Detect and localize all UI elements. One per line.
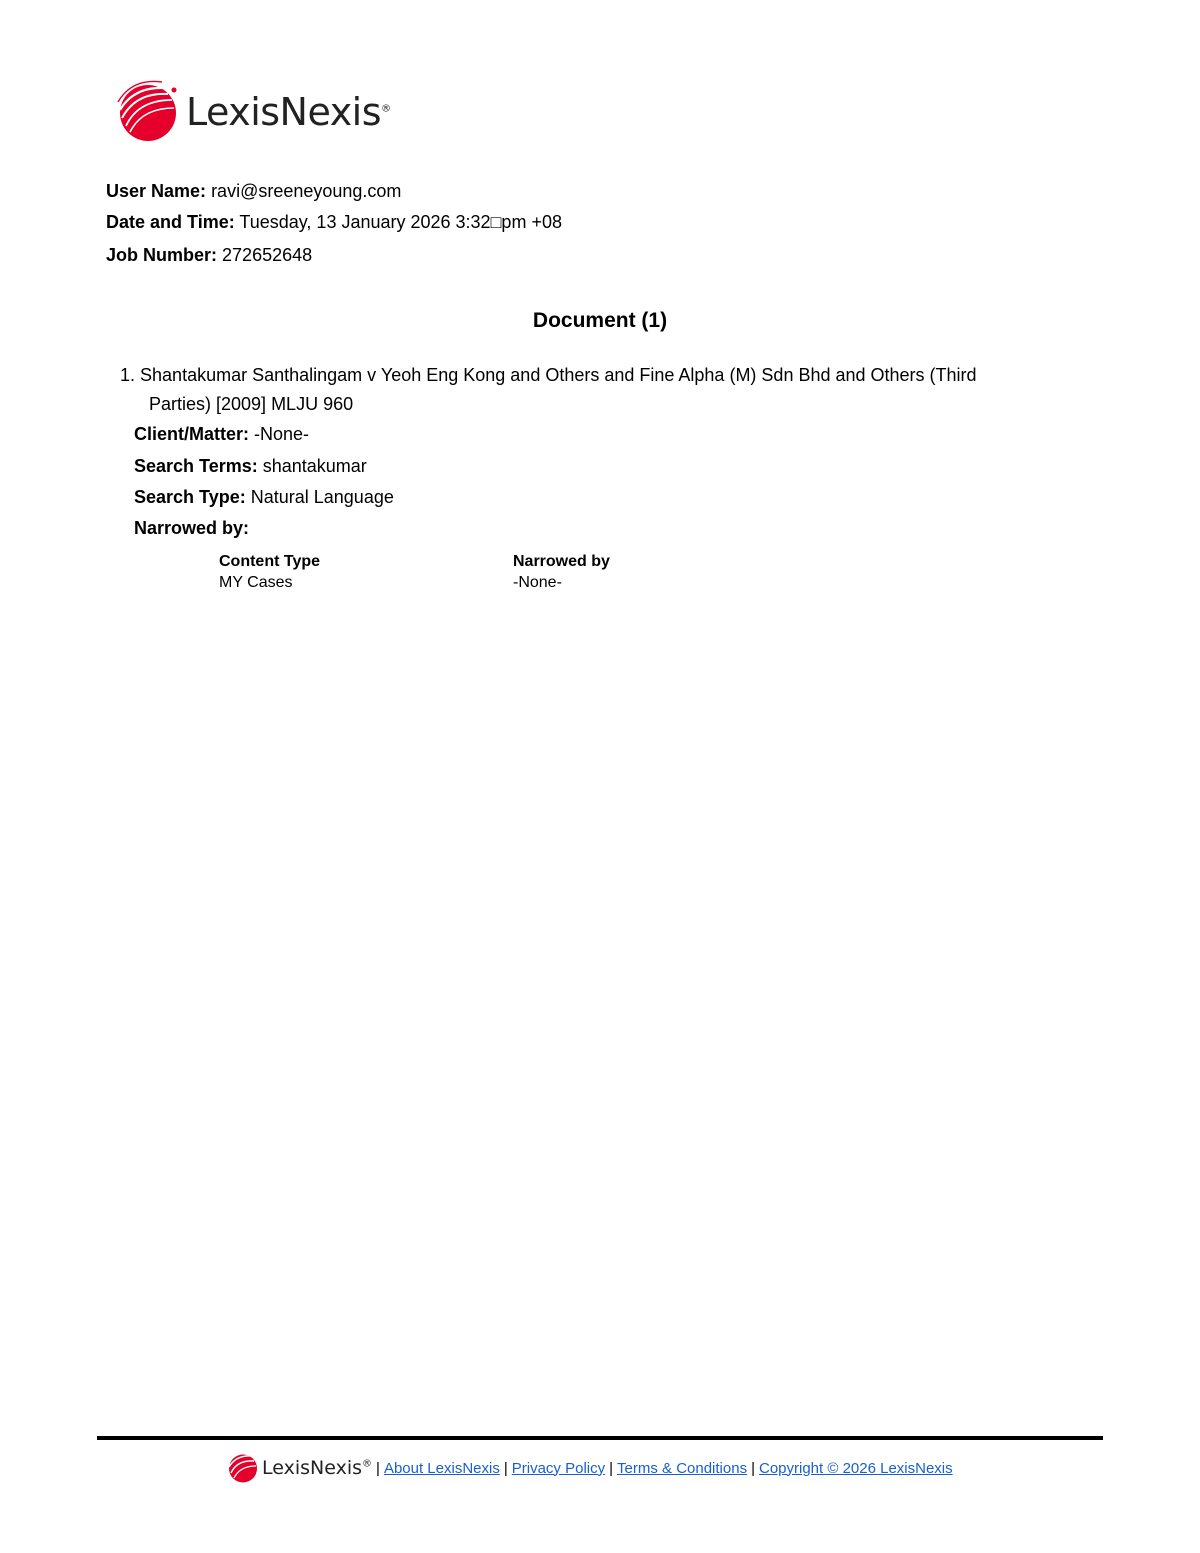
narrowed-by-label: Narrowed by:	[134, 518, 250, 538]
table-cell-content-type: MY Cases	[219, 574, 293, 591]
footer-separator: |	[751, 1459, 755, 1477]
logo-wordmark: LexisNexis®	[186, 90, 391, 134]
user-name-label: User Name:	[106, 181, 207, 201]
item-title-line2: Parties) [2009] MLJU 960	[149, 394, 354, 414]
privacy-policy-link[interactable]: Privacy Policy	[511, 1459, 606, 1477]
user-name-line	[106, 179, 401, 203]
job-number-value: 272652648	[222, 245, 313, 265]
search-terms-label: Search Terms:	[134, 456, 258, 476]
search-type-line	[134, 485, 394, 509]
narrowed-by-column	[513, 551, 610, 593]
table-cell-narrowed-by: -None-	[513, 574, 562, 591]
search-type-label: Search Type:	[134, 487, 246, 507]
search-terms-line	[134, 454, 367, 478]
client-matter-line	[134, 422, 309, 446]
document-heading: Document (1)	[532, 309, 668, 332]
search-terms-value: shantakumar	[262, 456, 367, 476]
footer-separator: |	[503, 1459, 508, 1477]
job-number-line	[106, 243, 312, 267]
lexisnexis-emblem-icon	[114, 80, 178, 144]
table-header-content-type: Content Type	[219, 553, 321, 570]
lexisnexis-logo	[114, 80, 391, 144]
document-item-title[interactable]	[120, 361, 1070, 419]
item-number: 1.	[120, 365, 136, 385]
lexisnexis-footer-emblem-icon	[226, 1452, 258, 1484]
item-title-line1: Shantakumar Santhalingam v Yeoh Eng Kong and Others and Fine Alpha (M) Sdn Bhd and Others (Third	[140, 365, 977, 385]
footer-separator: |	[376, 1459, 380, 1477]
client-matter-value: -None-	[254, 424, 310, 444]
footer-wordmark: LexisNexis®	[262, 1457, 373, 1479]
client-matter-label: Client/Matter:	[134, 424, 250, 444]
search-type-value: Natural Language	[250, 487, 394, 507]
user-name-value: ravi@sreeneyoung.com	[211, 181, 402, 201]
datetime-line	[106, 210, 562, 234]
copyright-link[interactable]: Copyright © 2026 LexisNexis	[758, 1459, 953, 1477]
table-header-narrowed-by: Narrowed by	[513, 553, 610, 570]
job-number-label: Job Number:	[106, 245, 218, 265]
footer	[226, 1452, 953, 1484]
terms-conditions-link[interactable]: Terms & Conditions	[617, 1459, 748, 1477]
content-type-column	[219, 551, 320, 593]
datetime-value: Tuesday, 13 January 2026 3:32□pm +08	[239, 212, 562, 232]
narrowed-by-line	[134, 516, 249, 540]
footer-separator: |	[609, 1459, 614, 1477]
footer-divider	[97, 1436, 1103, 1440]
datetime-label: Date and Time:	[106, 212, 235, 232]
about-lexisnexis-link[interactable]: About LexisNexis	[383, 1459, 500, 1477]
